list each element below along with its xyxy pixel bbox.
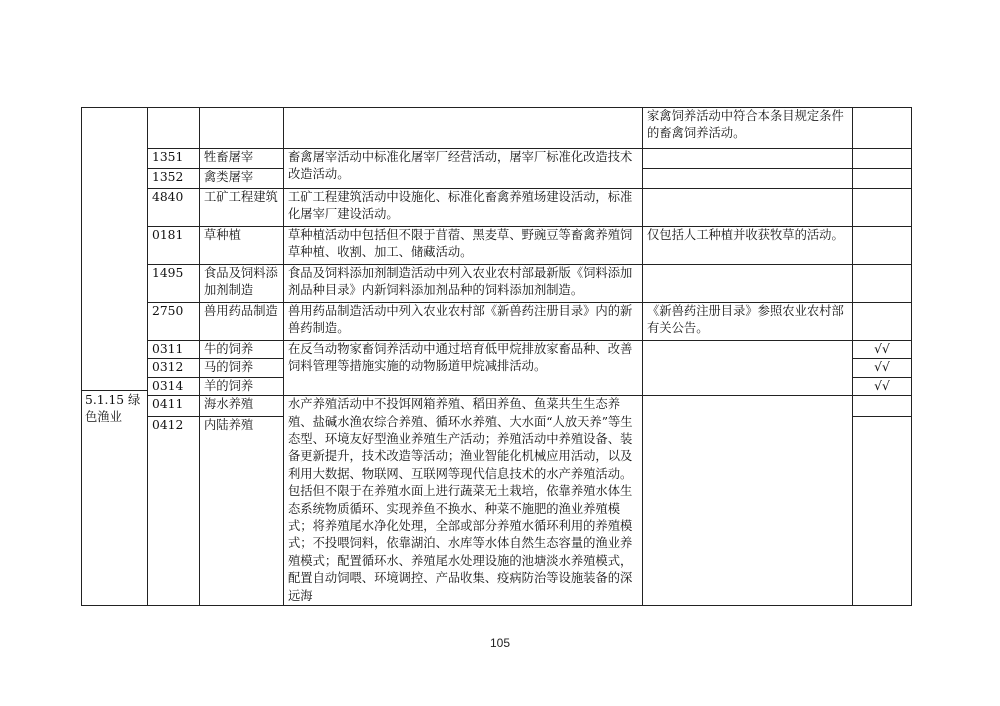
code-cell: 1495 [148, 265, 200, 303]
table-row [82, 265, 912, 303]
description-cell [284, 108, 643, 149]
code-cell: 1352 [148, 169, 200, 189]
code-cell: 4840 [148, 189, 200, 227]
name-cell: 禽类屠宰 [200, 169, 284, 189]
code-cell: 0311 [148, 341, 200, 359]
page-number: 105 [489, 636, 511, 650]
check-mark: √√ [853, 341, 912, 359]
description-cell: 食品及饲料添加剂制造活动中列入农业农村部最新版《饲料添加剂品种目录》内新饲料添加剂品种的饲料添加剂制造。 [284, 265, 643, 303]
category-divider [81, 390, 148, 391]
code-cell: 0411 [148, 396, 200, 416]
name-cell: 食品及饲料添加剂制造 [200, 265, 284, 303]
category-label-green-fishery: 5.1.15 绿色渔业 [82, 392, 146, 427]
name-cell: 草种植 [200, 227, 284, 265]
check-mark: √√ [853, 377, 912, 395]
table-row [82, 189, 912, 227]
check-cell [853, 227, 912, 265]
note-cell: 家禽饲养活动中符合本条目规定条件的畜禽饲养活动。 [643, 108, 853, 149]
code-cell: 0314 [148, 377, 200, 395]
name-cell: 牛的饲养 [200, 341, 284, 359]
description-paragraph: 包括但不限于在养殖水面上进行蔬菜无土栽培，依靠养殖水体生态系统物质循环、实现养鱼不换水、种菜不施肥的渔业养殖模式；将养殖尾水净化处理，全部或部分养殖水循环利用的养殖模式；不投喂饲料，依靠湖泊、水库等水体自然生态容量的渔业养殖模式；配置循环水、养殖尾水处理设施的池塘淡水养殖模式，配置自动饲喂、环境调控、产品收集、疫病防治等设施装备的深远海 [288, 484, 633, 603]
description-cell: 草种植活动中包括但不限于苜蓿、黑麦草、野豌豆等畜禽养殖饲草种植、收割、加工、储藏活动。 [284, 227, 643, 265]
description-cell: 在反刍动物家畜饲养活动中通过培育低甲烷排放家畜品种、改善饲料管理等措施实施的动物肠道甲烷减排活动。 [284, 341, 643, 396]
description-paragraph: 水产养殖活动中不投饵网箱养殖、稻田养鱼、鱼菜共生生态养殖、盐碱水渔农综合养殖、循环水养殖、大水面“人放天养”等生态型、环境友好型渔业养殖生产活动；养殖活动中养殖设备、装备更新提升，技术改造等活动；渔业智能化机械应用活动，以及利用大数据、物联网、互联网等现代信息技术的水产养殖活动。 [288, 397, 633, 481]
table-row [82, 396, 912, 416]
description-cell [284, 396, 643, 606]
name-cell: 兽用药品制造 [200, 303, 284, 341]
check-cell [853, 149, 912, 169]
note-cell: 仅包括人工种植并收获牧草的活动。 [643, 227, 853, 265]
description-cell: 兽用药品制造活动中列入农业农村部《新兽药注册目录》内的新兽药制造。 [284, 303, 643, 341]
code-cell: 1351 [148, 149, 200, 169]
name-cell: 马的饲养 [200, 359, 284, 377]
check-cell [853, 303, 912, 341]
name-cell: 工矿工程建筑 [200, 189, 284, 227]
check-cell [853, 396, 912, 416]
note-cell [643, 189, 853, 227]
name-cell: 牲畜屠宰 [200, 149, 284, 169]
check-cell [853, 265, 912, 303]
note-cell [643, 169, 853, 189]
table-row [82, 341, 912, 359]
check-cell [853, 169, 912, 189]
note-cell [643, 341, 853, 396]
category-cell-empty [82, 108, 148, 606]
name-cell [200, 108, 284, 149]
code-cell: 0312 [148, 359, 200, 377]
check-cell [853, 108, 912, 149]
table-row [82, 149, 912, 169]
table-row [82, 108, 912, 149]
description-cell: 工矿工程建筑活动中设施化、标准化畜禽养殖场建设活动，标准化屠宰厂建设活动。 [284, 189, 643, 227]
description-cell: 畜禽屠宰活动中标准化屠宰厂经营活动，屠宰厂标准化改造技术改造活动。 [284, 149, 643, 189]
classification-table [81, 107, 912, 606]
check-cell [853, 189, 912, 227]
note-cell: 《新兽药注册目录》参照农业农村部有关公告。 [643, 303, 853, 341]
check-mark: √√ [853, 359, 912, 377]
code-cell: 2750 [148, 303, 200, 341]
name-cell: 海水养殖 [200, 396, 284, 416]
note-cell [643, 396, 853, 606]
note-cell [643, 149, 853, 169]
name-cell: 内陆养殖 [200, 416, 284, 605]
code-cell [148, 108, 200, 149]
code-cell: 0181 [148, 227, 200, 265]
table-row [82, 303, 912, 341]
table-row [82, 227, 912, 265]
name-cell: 羊的饲养 [200, 377, 284, 395]
code-cell: 0412 [148, 416, 200, 605]
check-cell [853, 416, 912, 605]
note-cell [643, 265, 853, 303]
